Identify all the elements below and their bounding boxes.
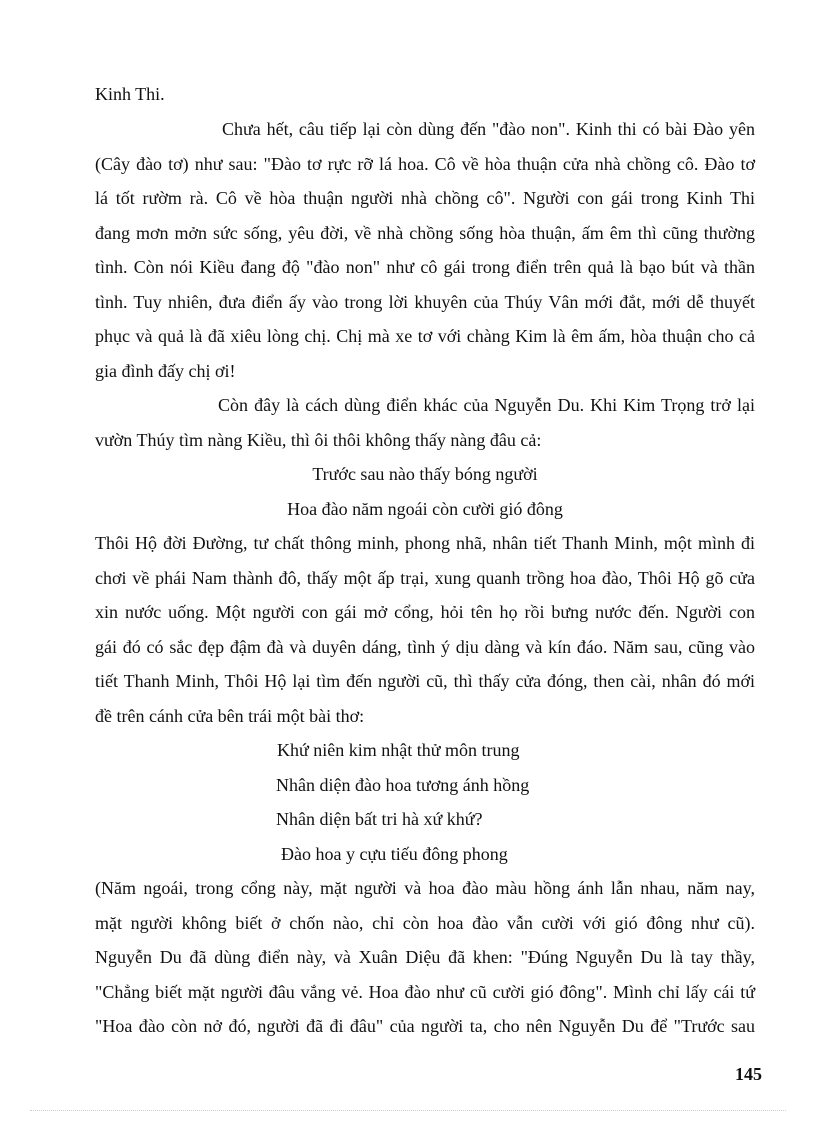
verse-line-1: Trước sau nào thấy bóng người: [312, 464, 538, 484]
text-line-4: lá tốt rườm rà. Cô về hòa thuận người nhà chồng cô". Người con gái trong Kinh Thi: [95, 188, 755, 208]
text-line-6: tình. Còn nói Kiều đang độ "đào non" như cô gái trong điển trên quả là bạo bút và thần: [95, 257, 755, 277]
text-line-16: tiết Thanh Minh, Thôi Hộ lại tìm đến người cũ, thì thấy cửa đóng, then cài, nhân đó mới: [95, 671, 755, 691]
text-line-21: "Chẳng biết mặt người đâu vắng vẻ. Hoa đào như cũ cười gió đông". Mình chỉ lấy cái tứ: [95, 982, 755, 1002]
text-line-1: Kinh Thi.: [95, 84, 165, 104]
text-line-19: mặt người không biết ở chốn nào, chỉ còn hoa đào vẫn cười với gió đông như cũ).: [95, 913, 755, 933]
text-line-10: Còn đây là cách dùng điển khác của Nguyễn Du. Khi Kim Trọng trở lại: [218, 395, 755, 415]
poem-line-3: Nhân diện bất tri hà xứ khứ?: [276, 809, 483, 829]
text-line-15: gái đó có sắc đẹp đậm đà và duyên dáng, tình ý dịu dàng và kín đáo. Năm sau, cũng vào: [95, 637, 755, 657]
text-line-5: đang mơn mởn sức sống, yêu đời, về nhà chồng sống hòa thuận, ấm êm thì cũng thường: [95, 223, 755, 243]
text-line-11: vườn Thúy tìm nàng Kiều, thì ôi thôi không thấy nàng đâu cả:: [95, 430, 542, 450]
verse-line-2: Hoa đào năm ngoái còn cười gió đông: [287, 499, 563, 519]
text-line-17: đề trên cánh cửa bên trái một bài thơ:: [95, 706, 365, 726]
text-line-9: gia đình đấy chị ơi!: [95, 361, 236, 381]
text-line-3: (Cây đào tơ) như sau: "Đào tơ rực rỡ lá hoa. Cô về hòa thuận cửa nhà chồng cô. Đào tơ: [95, 154, 755, 174]
text-line-2: Chưa hết, câu tiếp lại còn dùng đến "đào non". Kinh thi có bài Đào yên: [222, 119, 755, 139]
footer-divider: [30, 1110, 786, 1111]
poem-line-1: Khứ niên kim nhật thử môn trung: [277, 740, 520, 760]
text-line-13: chơi về phái Nam thành đô, thấy một ấp trại, xung quanh trồng hoa đào, Thôi Hộ gõ cửa: [95, 568, 755, 588]
text-line-7: tình. Tuy nhiên, đưa điển ấy vào trong lời khuyên của Thúy Vân mới đắt, mới dễ thuyết: [95, 292, 755, 312]
page-number: 145: [735, 1064, 762, 1084]
text-line-18: (Năm ngoái, trong cổng này, mặt người và hoa đào màu hồng ánh lẫn nhau, năm nay,: [95, 878, 755, 898]
poem-line-4: Đào hoa y cựu tiếu đông phong: [281, 844, 508, 864]
text-line-22: "Hoa đào còn nở đó, người đã đi đâu" của người ta, cho nên Nguyễn Du để "Trước sau: [95, 1016, 755, 1036]
text-line-14: xin nước uống. Một người con gái mở cổng, hỏi tên họ rồi bưng nước đến. Người con: [95, 602, 755, 622]
poem-line-2: Nhân diện đào hoa tương ánh hồng: [276, 775, 530, 795]
text-line-8: phục và quả là đã xiêu lòng chị. Chị mà xe tơ với chàng Kim là êm ấm, hòa thuận cho cả: [95, 326, 755, 346]
text-line-12: Thôi Hộ đời Đường, tư chất thông minh, phong nhã, nhân tiết Thanh Minh, một mình đi: [95, 533, 755, 553]
text-line-20: Nguyễn Du đã dùng điển này, và Xuân Diệu đã khen: "Đúng Nguyễn Du là tay thầy,: [95, 947, 755, 967]
